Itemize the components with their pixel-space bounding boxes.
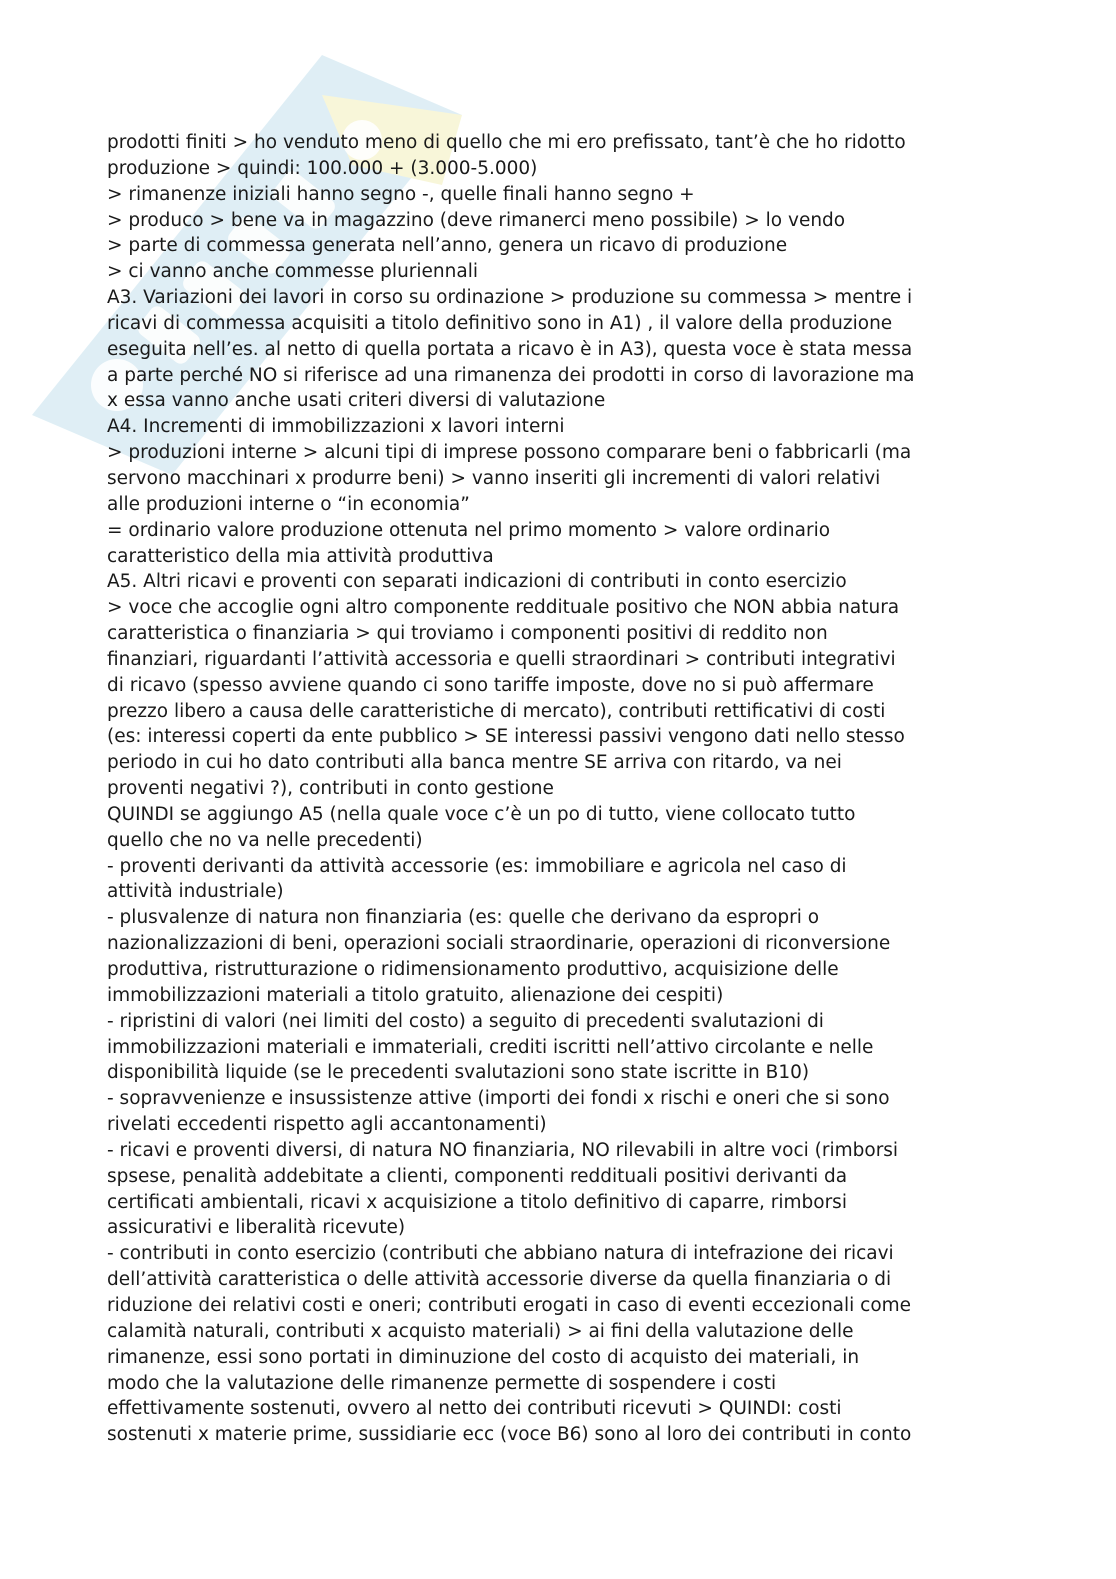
- document-body-text: [107, 130, 1007, 1448]
- text-line: attività industriale): [107, 881, 284, 903]
- text-line: effettivamente sostenuti, ovvero al netto dei contributi ricevuti > QUINDI: costi: [107, 1398, 842, 1420]
- text-line: disponibilità liquide (se le precedenti svalutazioni sono state iscritte in B10): [107, 1062, 810, 1084]
- text-line: di ricavo (spesso avviene quando ci sono tariffe imposte, dove no si può affermare: [107, 674, 874, 696]
- text-line: modo che la valutazione delle rimanenze permette di sospendere i costi: [107, 1372, 777, 1394]
- text-line: dell’attività caratteristica o delle attività accessorie diverse da quella finanziaria o di: [107, 1269, 892, 1291]
- text-line: caratteristica o finanziaria > qui troviamo i componenti positivi di reddito non: [107, 623, 828, 645]
- text-line: A4. Incrementi di immobilizzazioni x lavori interni: [107, 416, 565, 438]
- text-line: > parte di commessa generata nell’anno, genera un ricavo di produzione: [107, 235, 788, 257]
- text-line: caratteristico della mia attività produttiva: [107, 545, 494, 567]
- text-line: alle produzioni interne o “in economia”: [107, 493, 470, 515]
- text-line: certificati ambientali, ricavi x acquisizione a titolo definitivo di caparre, rimborsi: [107, 1191, 847, 1213]
- text-line: - plusvalenze di natura non finanziaria (es: quelle che derivano da espropri o: [107, 907, 820, 929]
- text-line: x essa vanno anche usati criteri diversi di valutazione: [107, 390, 606, 412]
- text-line: quello che no va nelle precedenti): [107, 829, 423, 851]
- text-line: A3. Variazioni dei lavori in corso su ordinazione > produzione su commessa > mentre i: [107, 287, 913, 309]
- text-line: > produzioni interne > alcuni tipi di imprese possono comparare beni o fabbricarli (ma: [107, 442, 912, 464]
- text-line: prodotti finiti > ho venduto meno di quello che mi ero prefissato, tant’è che ho ridotto: [107, 132, 906, 153]
- text-line: A5. Altri ricavi e proventi con separati indicazioni di contributi in conto esercizio: [107, 571, 847, 593]
- text-line: - sopravvenienze e insussistenze attive (importi dei fondi x rischi e oneri che si sono: [107, 1088, 890, 1110]
- text-line: > voce che accoglie ogni altro componente reddituale positivo che NON abbia natura: [107, 597, 900, 619]
- text-line: immobilizzazioni materiali a titolo gratuito, alienazione dei cespiti): [107, 984, 724, 1006]
- text-line: assicurativi e liberalità ricevute): [107, 1217, 406, 1239]
- text-line: nazionalizzazioni di beni, operazioni sociali straordinarie, operazioni di riconversione: [107, 933, 891, 955]
- text-line: = ordinario valore produzione ottenuta nel primo momento > valore ordinario: [107, 519, 831, 541]
- text-line: > produco > bene va in magazzino (deve rimanerci meno possibile) > lo vendo: [107, 209, 846, 231]
- text-line: produttiva, ristrutturazione o ridimensionamento produttivo, acquisizione delle: [107, 959, 839, 980]
- text-line: spsese, penalità addebitate a clienti, componenti reddituali positivi derivanti da: [107, 1165, 848, 1187]
- text-line: eseguita nell’es. al netto di quella portata a ricavo è in A3), questa voce è stata messa: [107, 338, 913, 360]
- text-line: - ripristini di valori (nei limiti del costo) a seguito di precedenti svalutazioni di: [107, 1010, 824, 1032]
- text-line: riduzione dei relativi costi e oneri; contributi erogati in caso di eventi eccezionali come: [107, 1294, 912, 1316]
- text-line: proventi negativi ?), contributi in conto gestione: [107, 778, 554, 800]
- text-line: finanziari, riguardanti l’attività accessoria e quelli straordinari > contributi integrativi: [107, 648, 896, 670]
- text-line: periodo in cui ho dato contributi alla banca mentre SE arriva con ritardo, va nei: [107, 752, 842, 774]
- text-line: sostenuti x materie prime, sussidiarie ecc (voce B6) sono al loro dei contributi in conto: [107, 1424, 912, 1446]
- text-line: produzione > quindi: 100.000 + (3.000-5.000): [107, 157, 538, 179]
- text-line: rivelati eccedenti rispetto agli accantonamenti): [107, 1114, 547, 1136]
- text-line: > rimanenze iniziali hanno segno -, quelle finali hanno segno +: [107, 183, 695, 205]
- text-line: ricavi di commessa acquisiti a titolo definitivo sono in A1) , il valore della produzione: [107, 312, 893, 334]
- text-line: > ci vanno anche commesse pluriennali: [107, 261, 478, 283]
- text-line: - proventi derivanti da attività accessorie (es: immobiliare e agricola nel caso di: [107, 855, 847, 877]
- text-line: prezzo libero a causa delle caratteristiche di mercato), contributi rettificativi di costi: [107, 700, 886, 722]
- text-line: - ricavi e proventi diversi, di natura NO finanziaria, NO rilevabili in altre voci (rimborsi: [107, 1139, 899, 1161]
- text-line: (es: interessi coperti da ente pubblico > SE interessi passivi vengono dati nello stesso: [107, 726, 905, 748]
- text-line: calamità naturali, contributi x acquisto materiali) > ai fini della valutazione delle: [107, 1320, 854, 1342]
- text-line: immobilizzazioni materiali e immateriali, crediti iscritti nell’attivo circolante e nelle: [107, 1036, 874, 1058]
- text-line: servono macchinari x produrre beni) > vanno inseriti gli incrementi di valori relativi: [107, 467, 881, 489]
- text-line: - contributi in conto esercizio (contributi che abbiano natura di intefrazione dei ricavi: [107, 1243, 894, 1265]
- text-line: QUINDI se aggiungo A5 (nella quale voce c’è un po di tutto, viene collocato tutto: [107, 803, 856, 825]
- text-line: a parte perché NO si riferisce ad una rimanenza dei prodotti in corso di lavorazione ma: [107, 364, 915, 386]
- text-line: rimanenze, essi sono portati in diminuzione del costo di acquisto dei materiali, in: [107, 1346, 860, 1368]
